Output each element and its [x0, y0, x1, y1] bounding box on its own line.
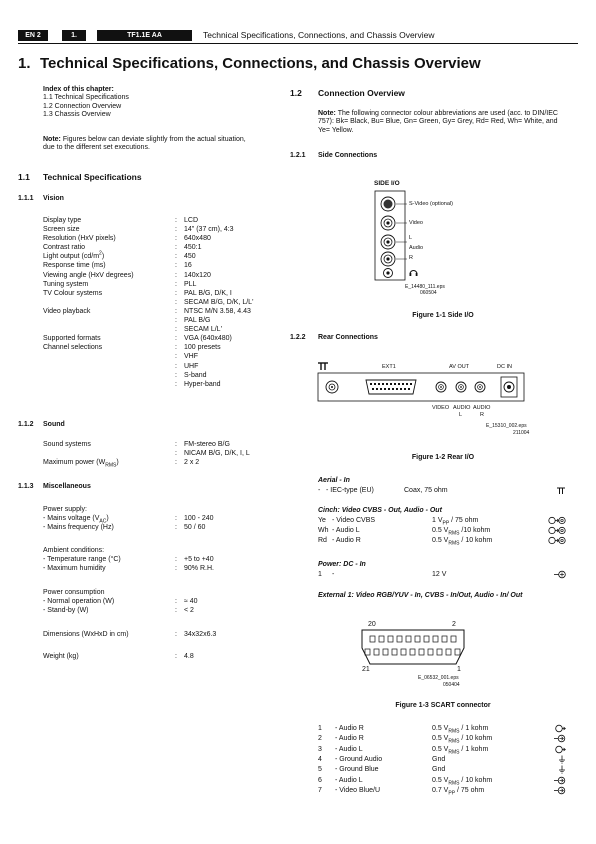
- spec-label: Contrast ratio: [43, 244, 86, 252]
- misc-ambient-table: [43, 547, 293, 574]
- spec-label: Tuning system: [43, 280, 89, 288]
- spec-colon: :: [175, 235, 177, 243]
- dc-power-row: [318, 571, 568, 580]
- spec-row: [43, 235, 293, 244]
- spec-row: [43, 441, 293, 450]
- section-title: Sound: [43, 421, 65, 428]
- spec-value: 450: [184, 253, 196, 261]
- scart-connector-diagram: [358, 628, 468, 666]
- spec-label: Maximum power $(W_{RMS})$: [43, 459, 119, 469]
- spec-row: [43, 353, 293, 362]
- spec-colon: :: [175, 524, 177, 532]
- spec-colon: :: [175, 556, 177, 564]
- scart-pin: [424, 636, 429, 642]
- index-item[interactable]: 1.3 Chassis Overview: [43, 111, 111, 119]
- spec-value: 90% R.H.: [184, 565, 214, 573]
- row-value: 0.5 $V_{RMS} / 10$ kohm: [432, 735, 493, 745]
- video-socket: [381, 216, 395, 230]
- index-item[interactable]: 1.2 Connection Overview: [43, 102, 122, 110]
- scart-pin-label-1: 1: [457, 666, 461, 673]
- row-pin: 6: [318, 776, 322, 784]
- dc-in-socket: [501, 377, 517, 397]
- spec-label: Viewing angle (HxV degrees): [43, 271, 134, 279]
- header-lang-tag: EN 2: [18, 30, 48, 41]
- scart-pin-row: [318, 777, 568, 787]
- spec-value: Hyper-band: [184, 380, 221, 388]
- rear-io-label-ext1: EXT1: [382, 364, 396, 370]
- scart-pin: [451, 636, 456, 642]
- scart-pin: [446, 649, 451, 655]
- scart-pin: [370, 636, 375, 642]
- spec-row: [43, 326, 293, 335]
- section-1-1-heading: [18, 172, 142, 182]
- headphone-socket: [384, 269, 393, 278]
- spec-label: - Maximum humidity: [43, 565, 106, 573]
- row-value: 0.5 $V_{RMS} / 1$ kohm: [432, 745, 489, 755]
- row-pin: 5: [318, 766, 322, 774]
- side-io-label-video: Video: [409, 220, 423, 226]
- spec-colon: :: [175, 271, 177, 279]
- scart-pin: [442, 636, 447, 642]
- scart-pin: [406, 636, 411, 642]
- spec-label: TV Colour systems: [43, 289, 103, 297]
- row-value: Coax, 75 ohm: [404, 487, 448, 494]
- spec-row: [43, 281, 293, 290]
- spec-row: [43, 506, 293, 515]
- spec-row: [43, 547, 293, 556]
- spec-colon: :: [175, 262, 177, 270]
- spec-value: 16: [184, 262, 192, 270]
- scart-pin: [383, 649, 388, 655]
- row-value: 0.5 $V_{RMS} / 1$ kohm: [432, 725, 489, 735]
- spec-colon: :: [175, 631, 177, 638]
- spec-row: [43, 363, 293, 372]
- row-pin: 7: [318, 786, 322, 794]
- ground-icon: [548, 765, 566, 774]
- spec-label: - Stand-by (W): [43, 607, 89, 615]
- row-desc: - IEC-type (EU): [326, 487, 374, 494]
- row-desc: - Ground Audio: [335, 755, 383, 763]
- spec-value: PAL B/G, D/K, I: [184, 289, 232, 297]
- row-desc: - Video CVBS: [332, 517, 376, 524]
- chapter-title-text: Technical Specifications, Connections, and Chassis Overview: [40, 55, 481, 72]
- spec-label: Supported formats: [43, 335, 101, 343]
- spec-value: 140x120: [184, 271, 211, 279]
- side-io-label-l: L: [409, 235, 413, 241]
- spec-label: - Normal operation (W): [43, 598, 115, 606]
- spec-row: [43, 317, 293, 326]
- spec-label: Sound systems: [43, 441, 91, 448]
- rear-panel: [318, 373, 524, 401]
- spec-colon: :: [175, 598, 177, 606]
- avout-audio-r-socket: [475, 382, 485, 392]
- scart-pin: [379, 636, 384, 642]
- cinch-row: [318, 537, 568, 546]
- spec-value: NTSC M/N 3.58, 4.43: [184, 307, 251, 315]
- side-io-file-date: 060504: [420, 290, 437, 296]
- scart-pin: [397, 636, 402, 642]
- spec-row: [43, 631, 293, 640]
- spec-value: 14" (37 cm), 4:3: [184, 226, 234, 234]
- spec-value: FM-stereo B/G: [184, 441, 230, 448]
- spec-label: Dimensions (WxHxD in cm): [43, 631, 129, 638]
- avout-video-socket: [436, 382, 446, 392]
- row-pin: 4: [318, 755, 322, 763]
- row-desc: - Video Blue/U: [335, 786, 381, 794]
- spec-colon: :: [175, 441, 177, 448]
- spec-row: [43, 372, 293, 381]
- section-title: Side Connections: [318, 152, 378, 159]
- ext1-heading: External 1: Video RGB/YUV - In, CVBS - In/Out, Audio - In/ Out: [318, 592, 523, 599]
- header-model-tag: TF1.1E AA: [97, 30, 192, 41]
- figure-1-3-caption: Figure 1-3 SCART connector: [395, 702, 491, 709]
- spec-row: [43, 272, 293, 281]
- row-pin: 2: [318, 735, 322, 743]
- spec-row: [43, 308, 293, 317]
- spec-label: - Mains frequency (Hz): [43, 524, 114, 532]
- spec-colon: :: [175, 307, 177, 315]
- cinch-heading: Cinch: Video CVBS - Out, Audio - Out: [318, 507, 442, 514]
- spec-value: S-band: [184, 371, 207, 379]
- audio-r-socket: [381, 252, 395, 266]
- side-io-title: SIDE I/O: [374, 180, 400, 187]
- spec-label: Power supply:: [43, 506, 87, 513]
- scart-pin: [437, 649, 442, 655]
- header-chapter-tag: 1.: [62, 30, 86, 41]
- antenna-icon: [556, 486, 566, 495]
- spec-label: Resolution (HxV pixels): [43, 235, 116, 243]
- misc-power-table: [43, 506, 293, 533]
- side-io-label-r: R: [409, 255, 413, 261]
- spec-value: 2 x 2: [184, 459, 200, 467]
- spec-label: Video playback: [43, 307, 91, 315]
- rear-io-label-audio-l: AUDIO: [453, 405, 471, 411]
- section-1-2-1-heading: [290, 152, 378, 160]
- note-right: [318, 110, 568, 135]
- spec-label: Power consumption: [43, 589, 105, 596]
- spec-row: [43, 524, 293, 533]
- spec-colon: :: [175, 565, 177, 573]
- spec-value: 100 - 240: [184, 515, 214, 523]
- svideo-socket: [381, 197, 395, 211]
- misc-weight-table: [43, 653, 293, 662]
- signal-input-icon: [548, 734, 566, 743]
- spec-row: [43, 565, 293, 574]
- scart-pin-row: [318, 766, 568, 776]
- spec-colon: :: [175, 515, 177, 523]
- row-desc: - Ground Blue: [335, 766, 379, 774]
- spec-label: Weight (kg): [43, 653, 79, 660]
- header-title: Technical Specifications, Connections, and Chassis Overview: [203, 30, 435, 40]
- row-desc: - Audio R: [335, 725, 364, 732]
- audio-output-icon: [548, 745, 566, 754]
- spec-row: [43, 381, 293, 390]
- spec-label: - Mains voltage $(V_{AC})$: [43, 515, 109, 525]
- spec-value: ≈ 40: [184, 598, 198, 606]
- figure-1-1-caption: Figure 1-1 Side I/O: [412, 312, 474, 319]
- spec-value: 50 / 60: [184, 524, 206, 532]
- chapter-title: [18, 55, 481, 73]
- spec-value: VHF: [184, 353, 198, 361]
- section-title: Rear Connections: [318, 334, 378, 341]
- note-text: Figures below can deviate slightly from the actual situation, due to the different set executions.: [43, 136, 246, 152]
- spec-colon: :: [175, 298, 177, 306]
- spec-value: +5 to +40: [184, 556, 214, 564]
- scart-pin: [433, 636, 438, 642]
- header-rule: [18, 43, 578, 44]
- spec-colon: :: [175, 653, 177, 660]
- audio-l-socket: [381, 235, 395, 249]
- scart-pin-row: [318, 746, 568, 756]
- row-pin: 3: [318, 745, 322, 753]
- spec-value: 4.8: [184, 653, 194, 660]
- rear-io-label-l: L: [459, 412, 463, 418]
- audio-output-icon: [548, 724, 566, 733]
- scart-pin: [374, 649, 379, 655]
- section-1-2-2-heading: [290, 334, 378, 342]
- row-value: Gnd: [432, 766, 446, 774]
- cinch-row: [318, 517, 568, 526]
- row-desc: - Audio L: [332, 527, 360, 534]
- section-number: 1.2.2: [290, 334, 306, 341]
- spec-colon: :: [175, 344, 177, 352]
- spec-row: [43, 653, 293, 662]
- ground-icon: [548, 755, 566, 764]
- scart-pin: [415, 636, 420, 642]
- section-number: 1.1: [18, 172, 30, 182]
- spec-value: 100 presets: [184, 344, 221, 352]
- spec-label: Screen size: [43, 226, 80, 234]
- spec-value: PAL B/G: [184, 317, 211, 325]
- note-left: [43, 136, 253, 153]
- row-color-code: Rd: [318, 537, 327, 544]
- side-io-label-svideo: S-Video (optional): [409, 201, 453, 207]
- spec-row: [43, 459, 293, 468]
- index-title: Index of this chapter:: [43, 86, 114, 93]
- aerial-row: [318, 487, 568, 496]
- spec-row: [43, 607, 293, 616]
- scart-file-date: 050404: [443, 682, 460, 688]
- row-pin: -: [318, 487, 321, 494]
- side-io-file-code: E_14480_111.eps: [405, 284, 445, 290]
- spec-value: 450:1: [184, 244, 202, 252]
- spec-colon: :: [175, 335, 177, 343]
- scart-pin: [401, 649, 406, 655]
- spec-colon: :: [175, 253, 177, 261]
- spec-value: 34x32x6.3: [184, 631, 217, 638]
- spec-value: < 2: [184, 607, 194, 615]
- row-value: 1 $V_{PP} / 75$ ohm: [432, 517, 479, 527]
- row-value: 0.5 $V_{RMS} / 10$ kohm: [432, 776, 493, 786]
- row-color-code: Ye: [318, 517, 326, 524]
- scart-pin-row: [318, 725, 568, 735]
- note-label: Note:: [43, 136, 61, 143]
- spec-colon: :: [175, 326, 177, 334]
- scart-pin: [392, 649, 397, 655]
- rear-io-label-dcin: DC IN: [497, 364, 512, 370]
- section-title: Connection Overview: [318, 88, 405, 98]
- section-1-1-1-heading: [18, 195, 64, 203]
- scart-pin: [410, 649, 415, 655]
- spec-colon: :: [175, 607, 177, 615]
- section-number: 1.2.1: [290, 152, 306, 159]
- scart-pin: [388, 636, 393, 642]
- scart-pin-label-20: 20: [368, 621, 376, 628]
- row-pin: 1: [318, 571, 322, 578]
- row-desc: - Audio L: [335, 745, 363, 753]
- cinch-row: [318, 527, 568, 536]
- antenna-icon: [318, 363, 328, 370]
- spec-value: 640x480: [184, 235, 211, 243]
- scart-pin: [365, 649, 370, 655]
- row-desc: - Audio R: [335, 735, 364, 743]
- spec-row: [43, 217, 293, 226]
- spec-value: SECAM L/L': [184, 326, 222, 334]
- spec-colon: :: [175, 459, 177, 467]
- spec-colon: :: [175, 226, 177, 234]
- cinch-output-icon: [548, 526, 566, 535]
- section-number: 1.1.3: [18, 483, 34, 490]
- spec-label: Ambient conditions:: [43, 547, 105, 554]
- scart-pin-label-2: 2: [452, 621, 456, 628]
- scart-pin: [428, 649, 433, 655]
- scart-pin-row: [318, 735, 568, 745]
- spec-row: [43, 299, 293, 308]
- misc-dimensions-table: [43, 631, 293, 640]
- spec-row: [43, 598, 293, 607]
- avout-audio-l-socket: [456, 382, 466, 392]
- index-item[interactable]: 1.1 Technical Specifications: [43, 94, 129, 102]
- spec-row: [43, 515, 293, 524]
- sound-spec-table: [43, 441, 293, 468]
- row-desc: - Audio L: [335, 776, 363, 784]
- section-1-1-2-heading: [18, 421, 65, 429]
- note-text: The following connector colour abbreviations are used (acc. to DIN/IEC 757): Bk= Black, Bu= Blue, Gn= Green, Gy= Grey, Rd= Red, Wh= White, and Ye= Yellow.: [318, 110, 558, 134]
- row-value: Gnd: [432, 755, 446, 763]
- scart-pin-row: [318, 787, 568, 797]
- spec-value: LCD: [184, 217, 199, 224]
- spec-value: UHF: [184, 362, 199, 370]
- section-1-2-heading: [290, 88, 405, 98]
- row-desc: -: [332, 571, 335, 578]
- section-title: Vision: [43, 195, 64, 202]
- scart-pin: [455, 649, 460, 655]
- spec-row: [43, 450, 293, 459]
- chapter-index: [43, 86, 129, 120]
- cinch-output-icon: [548, 516, 566, 525]
- spec-value: NICAM B/G, D/K, I, L: [184, 450, 250, 458]
- rear-io-label-video: VIDEO: [432, 405, 450, 411]
- scart-pin: [419, 649, 424, 655]
- row-value: 0.5 $V_{RMS}$ /10 kohm: [432, 527, 491, 537]
- spec-row: [43, 344, 293, 353]
- rear-io-label-audio-r: AUDIO: [473, 405, 491, 411]
- spec-colon: :: [175, 450, 177, 458]
- spec-colon: :: [175, 280, 177, 288]
- spec-colon: :: [175, 380, 177, 388]
- cinch-output-icon: [548, 536, 566, 545]
- spec-colon: :: [175, 371, 177, 379]
- dc-input-icon: [554, 570, 566, 579]
- row-pin: 1: [318, 725, 322, 732]
- aerial-socket: [326, 381, 338, 393]
- chapter-number: 1.: [18, 55, 31, 72]
- section-number: 1.2: [290, 88, 302, 98]
- misc-consumption-table: [43, 589, 293, 616]
- rear-io-label-avout: AV OUT: [449, 364, 470, 370]
- spec-row: [43, 262, 293, 271]
- spec-colon: :: [175, 289, 177, 297]
- section-number: 1.1.1: [18, 195, 34, 202]
- spec-row: [43, 253, 293, 262]
- note-label: Note:: [318, 110, 336, 117]
- rear-io-file-date: 211004: [513, 430, 530, 436]
- spec-label: Channel selections: [43, 344, 103, 352]
- spec-row: [43, 589, 293, 598]
- spec-label: Light output $(cd/m^2)$: [43, 251, 105, 261]
- spec-label: Response time (ms): [43, 262, 106, 270]
- row-value: 0.5 $V_{RMS} / 10$ kohm: [432, 537, 493, 547]
- spec-row: [43, 226, 293, 235]
- spec-row: [43, 335, 293, 344]
- spec-row: [43, 556, 293, 565]
- spec-row: [43, 244, 293, 253]
- signal-input-icon: [548, 786, 566, 795]
- scart-pin-label-21: 21: [362, 666, 370, 673]
- row-value: 0.7 $V_{PP} / 75$ ohm: [432, 786, 485, 797]
- side-io-label-audio: Audio: [409, 245, 424, 251]
- aerial-heading: Aerial - In: [318, 477, 350, 484]
- rear-io-file-code: E_15310_002.eps: [486, 423, 527, 429]
- spec-label: Display type: [43, 217, 82, 224]
- scart-outline: [362, 630, 464, 664]
- scart-file-code: E_06532_001.eps: [418, 675, 459, 681]
- row-value: 12 V: [432, 571, 447, 578]
- spec-colon: :: [175, 217, 177, 224]
- spec-label: - Temperature range (°C): [43, 556, 121, 564]
- spec-value: PLL: [184, 280, 197, 288]
- rear-io-label-r: R: [480, 412, 484, 418]
- section-title: Technical Specifications: [43, 172, 142, 182]
- row-color-code: Wh: [318, 527, 329, 534]
- signal-input-icon: [548, 776, 566, 785]
- spec-row: [43, 290, 293, 299]
- spec-colon: :: [175, 244, 177, 252]
- scart-pin-row: [318, 756, 568, 766]
- spec-colon: :: [175, 353, 177, 361]
- scart-socket: [366, 380, 416, 394]
- vision-spec-table: [43, 217, 293, 390]
- section-1-1-3-heading: [18, 483, 91, 491]
- row-desc: - Audio R: [332, 537, 361, 544]
- section-title: Miscellaneous: [43, 483, 91, 490]
- spec-colon: :: [175, 317, 177, 325]
- section-number: 1.1.2: [18, 421, 34, 428]
- dc-power-heading: Power: DC - In: [318, 561, 366, 568]
- spec-value: VGA (640x480): [184, 335, 232, 343]
- spec-colon: :: [175, 362, 177, 370]
- spec-value: SECAM B/G, D/K, L/L': [184, 298, 254, 306]
- figure-1-2-caption: Figure 1-2 Rear I/O: [411, 454, 475, 461]
